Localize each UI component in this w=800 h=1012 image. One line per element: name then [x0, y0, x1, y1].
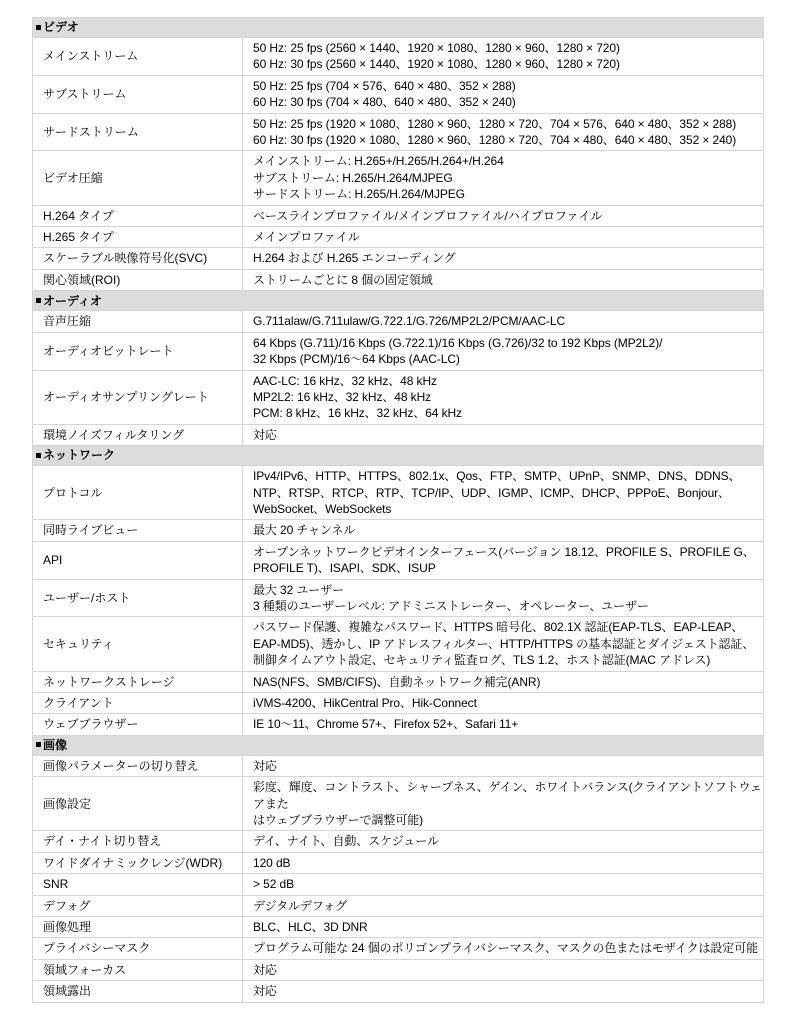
spec-label: プロトコル — [33, 466, 243, 520]
section-header — [33, 291, 764, 311]
spec-row — [33, 205, 764, 226]
spec-row — [33, 617, 764, 671]
spec-label: サブストリーム — [33, 75, 243, 113]
section-header — [33, 735, 764, 755]
spec-row — [33, 248, 764, 269]
spec-row — [33, 520, 764, 541]
spec-label: H.265 タイプ — [33, 227, 243, 248]
spec-label: 領域露出 — [33, 981, 243, 1002]
spec-row — [33, 113, 764, 151]
spec-label: スケーラブル映像符号化(SVC) — [33, 248, 243, 269]
spec-label: メインストリーム — [33, 38, 243, 76]
spec-value: BLC、HLC、3D DNR — [243, 917, 764, 938]
section-title: オーディオ — [43, 293, 103, 308]
spec-row — [33, 917, 764, 938]
spec-row — [33, 852, 764, 873]
spec-value: IPv4/IPv6、HTTP、HTTPS、802.1x、Qos、FTP、SMTP、UPnP、SNMP、DNS、DDNS、 NTP、RTSP、RTCP、RTP、TCP/IP、UDP、IGMP、ICMP、DHCP、PPPoE、Bonjour、 WebSocket、WebSockets — [243, 466, 764, 520]
spec-row — [33, 424, 764, 445]
spec-value: IE 10～11、Chrome 57+、Firefox 52+、Safari 11+ — [243, 714, 764, 735]
section-header — [33, 446, 764, 466]
spec-label: プライバシーマスク — [33, 938, 243, 959]
spec-table-body — [33, 18, 764, 1003]
spec-row — [33, 75, 764, 113]
spec-value: 彩度、輝度、コントラスト、シャープネス、ゲイン、ホワイトバランス(クライアントソフトウェアまた はウェブブラウザーで調整可能) — [243, 777, 764, 831]
spec-label: オーディオサンプリングレート — [33, 370, 243, 424]
spec-value: iVMS-4200、HikCentral Pro、Hik-Connect — [243, 693, 764, 714]
spec-value: 最大 32 ユーザー 3 種類のユーザーレベル: アドミニストレーター、オペレーター、ユーザー — [243, 579, 764, 617]
spec-label: API — [33, 541, 243, 579]
spec-label: セキュリティ — [33, 617, 243, 671]
section-title: 画像 — [43, 738, 68, 753]
spec-label: ビデオ圧縮 — [33, 151, 243, 205]
spec-label: 音声圧縮 — [33, 311, 243, 332]
spec-value: 50 Hz: 25 fps (1920 × 1080、1280 × 960、1280 × 720、704 × 576、640 × 480、352 × 288) 60 Hz: 30 fps (1920 × 1080、1280 × 960、1280 × 720、704 × 480、640 × 480、352 × 240) — [243, 113, 764, 151]
spec-row — [33, 755, 764, 776]
spec-row — [33, 541, 764, 579]
spec-value: 50 Hz: 25 fps (704 × 576、640 × 480、352 × 288) 60 Hz: 30 fps (704 × 480、640 × 480、352 × 240) — [243, 75, 764, 113]
spec-row — [33, 579, 764, 617]
spec-row — [33, 332, 764, 370]
spec-value: プログラム可能な 24 個のポリゴンプライバシーマスク、マスクの色またはモザイクは設定可能 — [243, 938, 764, 959]
spec-row — [33, 693, 764, 714]
spec-sheet — [32, 17, 763, 1003]
spec-label: 関心領域(ROI) — [33, 269, 243, 290]
spec-value: 対応 — [243, 959, 764, 980]
spec-label: ウェブブラウザー — [33, 714, 243, 735]
spec-value: デイ、ナイト、自動、スケジュール — [243, 831, 764, 852]
spec-value: 最大 20 チャンネル — [243, 520, 764, 541]
spec-row — [33, 777, 764, 831]
spec-value: パスワード保護、複雑なパスワード、HTTPS 暗号化、802.1X 認証(EAP-TLS、EAP-LEAP、 EAP-MD5)、透かし、IP アドレスフィルター、HTTP/HTTPS の基本認証とダイジェスト認証、 制御タイムアウト設定、セキュリティ監査ログ、TLS 1.2、ホスト認証(MAC アドレス) — [243, 617, 764, 671]
spec-value: 対応 — [243, 755, 764, 776]
spec-row — [33, 831, 764, 852]
spec-value: デジタルデフォグ — [243, 895, 764, 916]
spec-value: 64 Kbps (G.711)/16 Kbps (G.722.1)/16 Kbps (G.726)/32 to 192 Kbps (MP2L2)/ 32 Kbps (PCM)/16～64 Kbps (AAC-LC) — [243, 332, 764, 370]
spec-row — [33, 370, 764, 424]
spec-row — [33, 671, 764, 692]
spec-value: NAS(NFS、SMB/CIFS)、自動ネットワーク補完(ANR) — [243, 671, 764, 692]
spec-value: オープンネットワークビデオインターフェース(バージョン 18.12、PROFILE S、PROFILE G、 PROFILE T)、ISAPI、SDK、ISUP — [243, 541, 764, 579]
spec-label: H.264 タイプ — [33, 205, 243, 226]
section-title: ビデオ — [43, 20, 79, 35]
spec-label: 環境ノイズフィルタリング — [33, 424, 243, 445]
spec-value: > 52 dB — [243, 874, 764, 895]
bullet-square-icon — [36, 25, 41, 30]
bullet-square-icon — [36, 742, 41, 747]
spec-row — [33, 311, 764, 332]
spec-row — [33, 959, 764, 980]
spec-row — [33, 895, 764, 916]
spec-label: デイ・ナイト切り替え — [33, 831, 243, 852]
spec-value: 50 Hz: 25 fps (2560 × 1440、1920 × 1080、1280 × 960、1280 × 720) 60 Hz: 30 fps (2560 × 1440、1920 × 1080、1280 × 960、1280 × 720) — [243, 38, 764, 76]
section-header — [33, 18, 764, 38]
spec-label: クライアント — [33, 693, 243, 714]
spec-label: サードストリーム — [33, 113, 243, 151]
spec-value: メインストリーム: H.265+/H.265/H.264+/H.264 サブストリーム: H.265/H.264/MJPEG サードストリーム: H.265/H.264/MJPEG — [243, 151, 764, 205]
spec-row — [33, 38, 764, 76]
spec-value: H.264 および H.265 エンコーディング — [243, 248, 764, 269]
bullet-square-icon — [36, 453, 41, 458]
spec-row — [33, 227, 764, 248]
spec-value: ベースラインプロファイル/メインプロファイル/ハイプロファイル — [243, 205, 764, 226]
spec-row — [33, 938, 764, 959]
bullet-square-icon — [36, 298, 41, 303]
spec-label: 画像設定 — [33, 777, 243, 831]
spec-label: 同時ライブビュー — [33, 520, 243, 541]
spec-value: G.711alaw/G.711ulaw/G.722.1/G.726/MP2L2/PCM/AAC-LC — [243, 311, 764, 332]
spec-label: ネットワークストレージ — [33, 671, 243, 692]
spec-label: ユーザー/ホスト — [33, 579, 243, 617]
spec-label: オーディオビットレート — [33, 332, 243, 370]
spec-label: 画像処理 — [33, 917, 243, 938]
spec-value: 対応 — [243, 424, 764, 445]
spec-value: AAC-LC: 16 kHz、32 kHz、48 kHz MP2L2: 16 kHz、32 kHz、48 kHz PCM: 8 kHz、16 kHz、32 kHz、64 kHz — [243, 370, 764, 424]
spec-value: 対応 — [243, 981, 764, 1002]
spec-row — [33, 714, 764, 735]
spec-row — [33, 151, 764, 205]
spec-value: ストリームごとに 8 個の固定領域 — [243, 269, 764, 290]
spec-label: デフォグ — [33, 895, 243, 916]
spec-value: メインプロファイル — [243, 227, 764, 248]
spec-label: ワイドダイナミックレンジ(WDR) — [33, 852, 243, 873]
spec-value: 120 dB — [243, 852, 764, 873]
spec-label: 領域フォーカス — [33, 959, 243, 980]
spec-row — [33, 269, 764, 290]
spec-row — [33, 874, 764, 895]
spec-table — [32, 17, 764, 1003]
spec-label: SNR — [33, 874, 243, 895]
spec-label: 画像パラメーターの切り替え — [33, 755, 243, 776]
spec-row — [33, 466, 764, 520]
spec-row — [33, 981, 764, 1002]
section-title: ネットワーク — [43, 448, 116, 463]
